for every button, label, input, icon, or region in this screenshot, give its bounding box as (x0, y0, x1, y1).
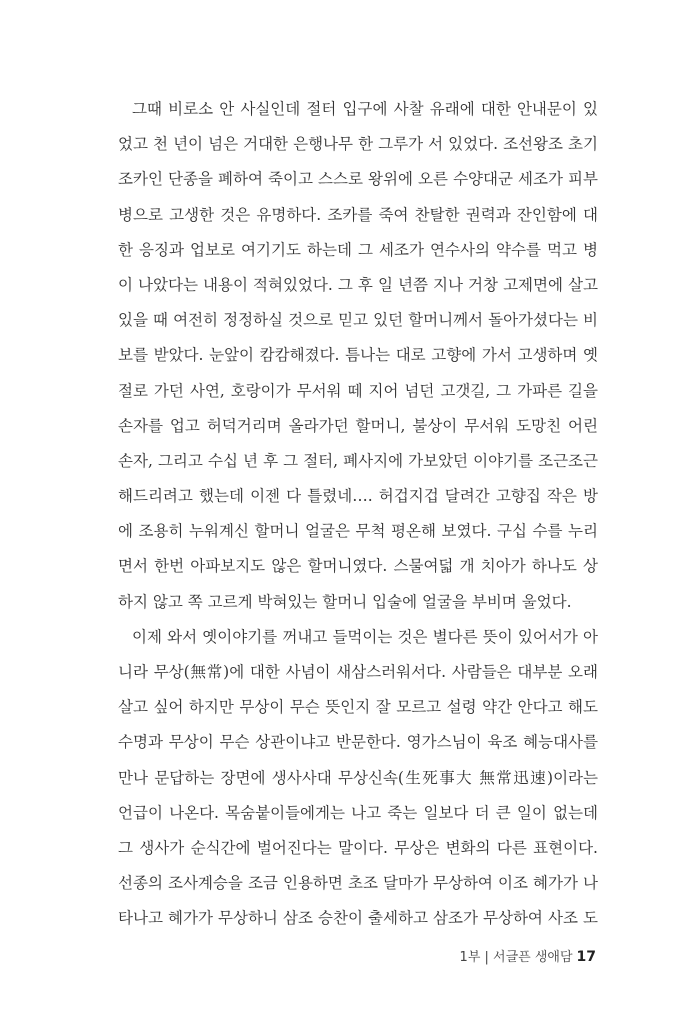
paragraph-1-line-8: 보를 받았다. 눈앞이 캄캄해졌다. 틈나는 대로 고향에 가서 고생하며 옛 (118, 346, 598, 365)
paragraph-2-line-5: 만나 문답하는 장면에 생사사대 무상신속(生死事大 無常迅速)이라는 (118, 768, 598, 787)
paragraph-1-line-1: 그때 비로소 안 사실인데 절터 입구에 사찰 유래에 대한 안내문이 있 (132, 100, 598, 118)
paragraph-1-line-14: 면서 한번 아파보지도 않은 할머니였다. 스물여덟 개 치아가 하나도 상 (118, 557, 598, 576)
body-text (118, 92, 598, 937)
paragraph-1-line-12: 해드리려고 했는데 이젠 다 틀렸네…. 허겁지겁 달려간 고향집 작은 방 (118, 487, 598, 506)
paragraph-2-line-8: 선종의 조사계승을 조금 인용하면 초조 달마가 무상하여 이조 혜가가 나 (118, 874, 598, 893)
page-number: 17 (576, 949, 596, 965)
paragraph-1-line-2: 었고 천 년이 넘은 거대한 은행나무 한 그루가 서 있었다. 조선왕조 초기 (118, 135, 598, 154)
paragraph-2-line-7: 그 생사가 순식간에 벌어진다는 말이다. 무상은 변화의 다른 표현이다. (118, 838, 598, 857)
paragraph-2-line-9: 타나고 혜가가 무상하니 삼조 승찬이 출세하고 삼조가 무상하여 사조 도 (118, 909, 598, 928)
section-title: 1부 | 서글픈 생애담 (459, 950, 573, 965)
paragraph-2-line-3: 살고 싶어 하지만 무상이 무슨 뜻인지 잘 모르고 설령 약간 안다고 해도 (118, 698, 598, 717)
paragraph-1-line-13: 에 조용히 누워계신 할머니 얼굴은 무척 평온해 보였다. 구십 수를 누리 (118, 522, 598, 541)
paragraph-1-line-5: 한 응징과 업보로 여기기도 하는데 그 세조가 연수사의 약수를 먹고 병 (118, 240, 598, 259)
paragraph-2-line-6: 언급이 나온다. 목숨붙이들에게는 나고 죽는 일보다 더 큰 일이 없는데 (118, 803, 598, 822)
page-footer (460, 946, 596, 965)
paragraph-2-line-1: 이제 와서 옛이야기를 꺼내고 들먹이는 것은 별다른 뜻이 있어서가 아 (132, 627, 598, 646)
paragraph-1-line-3: 조카인 단종을 폐하여 죽이고 스스로 왕위에 오른 수양대군 세조가 피부 (118, 170, 598, 189)
paragraph-1-line-11: 손자, 그리고 수십 년 후 그 절터, 폐사지에 가보았던 이야기를 조근조근 (118, 451, 598, 470)
paragraph-2-line-2: 니라 무상(無常)에 대한 사념이 새삼스러워서다. 사람들은 대부분 오래 (118, 663, 598, 681)
paragraph-1-line-4: 병으로 고생한 것은 유명하다. 조카를 죽여 찬탈한 권력과 잔인함에 대 (118, 205, 598, 224)
paragraph-1-line-15: 하지 않고 쪽 고르게 박혀있는 할머니 입술에 얼굴을 부비며 울었다. (118, 592, 572, 611)
paragraph-1-line-7: 있을 때 여전히 정정하실 것으로 믿고 있던 할머니께서 돌아가셨다는 비 (118, 311, 598, 330)
paragraph-1-line-10: 손자를 업고 허덕거리며 올라가던 할머니, 불상이 무서워 도망친 어린 (118, 416, 598, 435)
paragraph-2-line-4: 수명과 무상이 무슨 상관이냐고 반문한다. 영가스님이 육조 혜능대사를 (118, 733, 598, 752)
paragraph-1-line-6: 이 나았다는 내용이 적혀있었다. 그 후 일 년쯤 지나 거창 고제면에 살고 (118, 275, 598, 294)
paragraph-1-line-9: 절로 가던 사연, 호랑이가 무서워 떼 지어 넘던 고갯길, 그 가파른 길을 (118, 381, 598, 400)
